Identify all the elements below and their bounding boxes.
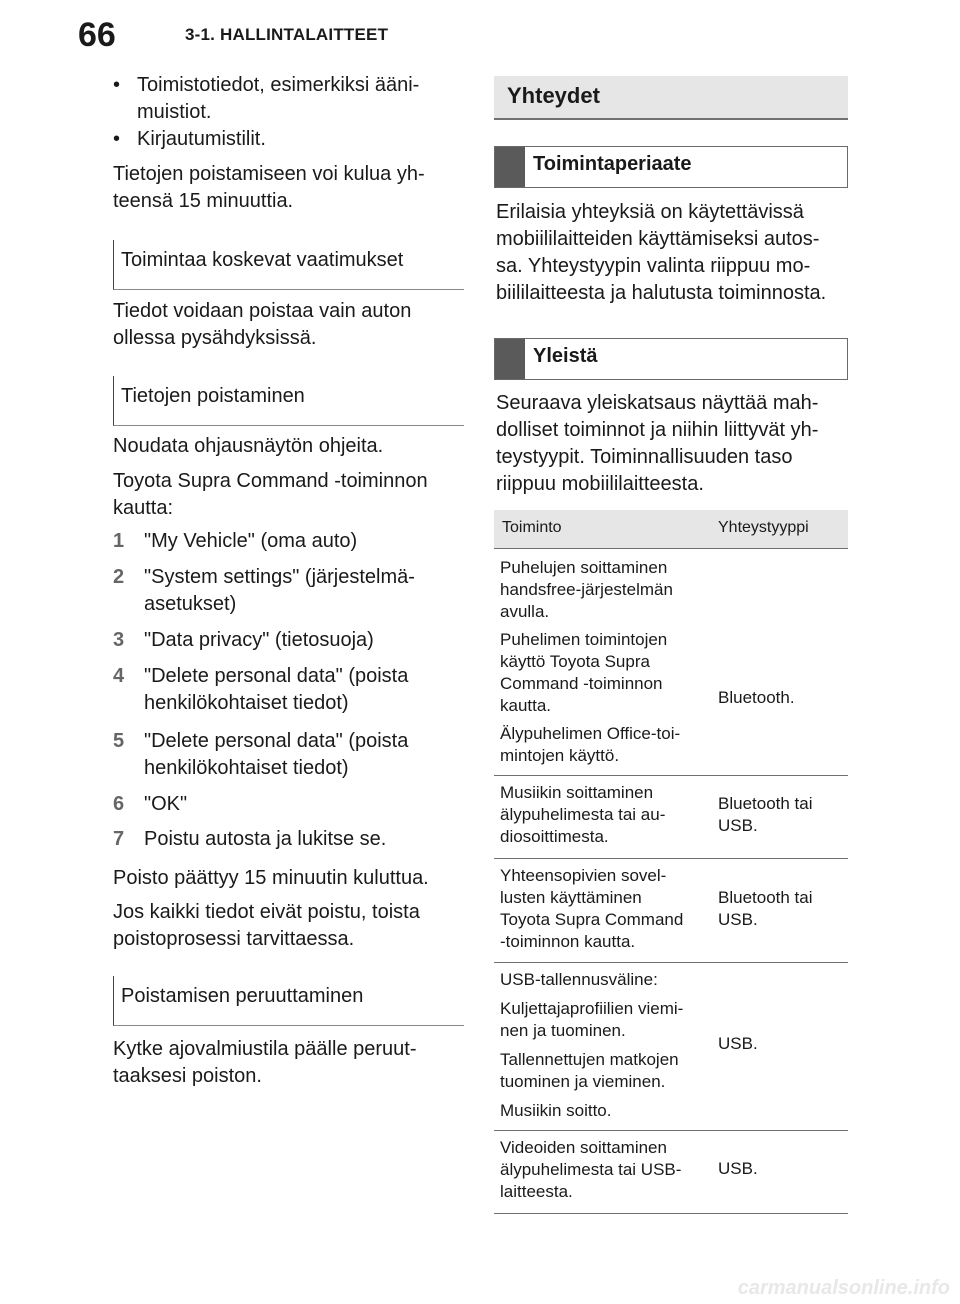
- table-cell: Videoiden soittaminen älypuhelimesta tai USB- laitteesta.: [500, 1138, 682, 1201]
- table-row: [494, 1131, 848, 1214]
- paragraph: Jos kaikki tiedot eivät poistu, toista poistoprosessi tarvittaessa.: [113, 901, 420, 950]
- table-cell: Puhelujen soittaminen handsfree-järjestelmän avulla. Puhelimen toimintojen käyttö Toyota Supra Command -toiminnon kautta. Älypuhelimen Office-toi- mintojen käyttö.: [500, 558, 681, 765]
- section-heading-text: Yhteydet: [507, 83, 600, 108]
- step-number: 6: [113, 793, 125, 815]
- box-heading: [494, 338, 848, 380]
- step-text: "My Vehicle" (oma auto): [144, 530, 358, 552]
- subheading-text: Tietojen poistaminen: [121, 385, 305, 407]
- bullet-mark: •: [113, 128, 121, 150]
- connection-table: [494, 510, 848, 1214]
- paragraph: Noudata ohjausnäytön ohjeita.: [113, 435, 384, 457]
- table-row: [494, 859, 848, 963]
- step-text: "Data privacy" (tietosuoja): [144, 629, 374, 651]
- subheading: [113, 976, 464, 1026]
- table-cell: Bluetooth tai USB.: [718, 888, 813, 929]
- table-cell: USB.: [718, 1159, 758, 1178]
- table-row: [494, 963, 848, 1131]
- table-cell: Musiikin soittaminen älypuhelimesta tai au- diosoittimesta.: [500, 783, 666, 846]
- paragraph: Kytke ajovalmiustila päälle peruut- taaksesi poiston.: [113, 1038, 417, 1087]
- subheading: [113, 240, 464, 290]
- box-heading-text: Yleistä: [533, 345, 598, 367]
- subheading: [113, 376, 464, 426]
- table-row: [494, 549, 848, 776]
- watermark: carmanualsonline.info: [737, 1277, 950, 1299]
- table-header: [494, 510, 848, 549]
- column-header: Yhteystyyppi: [718, 519, 809, 536]
- step-text: "OK": [144, 793, 188, 815]
- bullet-text: Toimistotiedot, esimerkiksi ääni- muistiot.: [137, 74, 420, 123]
- step-text: "System settings" (järjestelmä- asetukset): [144, 566, 415, 615]
- subheading-text: Poistamisen peruuttaminen: [121, 985, 364, 1007]
- bullet-text: Kirjautumistilit.: [137, 128, 266, 150]
- heading-bar: [495, 339, 525, 379]
- step-number: 7: [113, 828, 125, 850]
- step-text: "Delete personal data" (poista henkilökohtaiset tiedot): [144, 730, 409, 779]
- page-number: 66: [78, 16, 116, 54]
- paragraph: Erilaisia yhteyksiä on käytettävissä mobiililaitteiden käyttämiseksi autos- sa. Yhteystyypin valinta riippuu mo- biililaitteesta ja halutusta toiminnosta.: [496, 201, 827, 304]
- step-text: "Delete personal data" (poista henkilökohtaiset tiedot): [144, 665, 409, 714]
- paragraph: Tietojen poistamiseen voi kulua yh- teensä 15 minuuttia.: [113, 163, 425, 212]
- section-heading: [494, 76, 848, 120]
- paragraph: Poisto päättyy 15 minuutin kuluttua.: [113, 867, 429, 889]
- table-cell: USB-tallennusväline: Kuljettajaprofiilien viemi- nen ja tuominen. Tallennettujen matkojen tuominen ja vieminen. Musiikin soitto.: [500, 970, 684, 1120]
- subheading-text: Toimintaa koskevat vaatimukset: [121, 249, 404, 271]
- column-header: Toiminto: [502, 519, 562, 536]
- paragraph: Seuraava yleiskatsaus näyttää mah- dolliset toiminnot ja niihin liittyvät yh- teystyypit. Toiminnallisuuden taso riippuu mobiililaitteesta.: [496, 392, 819, 495]
- box-heading-text: Toimintaperiaate: [533, 153, 692, 175]
- paragraph: Tiedot voidaan poistaa vain auton ollessa pysähdyksissä.: [113, 300, 412, 349]
- table-cell: Yhteensopivien sovel- lusten käyttäminen Toyota Supra Command -toiminnon kautta.: [500, 866, 684, 951]
- bullet-mark: •: [113, 74, 121, 96]
- step-text: Poistu autosta ja lukitse se.: [144, 828, 387, 850]
- step-number: 2: [113, 566, 125, 588]
- step-number: 5: [113, 730, 125, 752]
- step-number: 4: [113, 665, 125, 687]
- table-row: [494, 776, 848, 859]
- table-cell: Bluetooth tai USB.: [718, 794, 813, 835]
- box-heading: [494, 146, 848, 188]
- heading-bar: [495, 147, 525, 187]
- chapter-title: 3-1. HALLINTALAITTEET: [185, 25, 389, 44]
- table-cell: USB.: [718, 1034, 758, 1053]
- step-number: 3: [113, 629, 125, 651]
- step-number: 1: [113, 530, 125, 552]
- paragraph: Toyota Supra Command -toiminnon kautta:: [113, 470, 428, 519]
- table-cell: Bluetooth.: [718, 688, 795, 707]
